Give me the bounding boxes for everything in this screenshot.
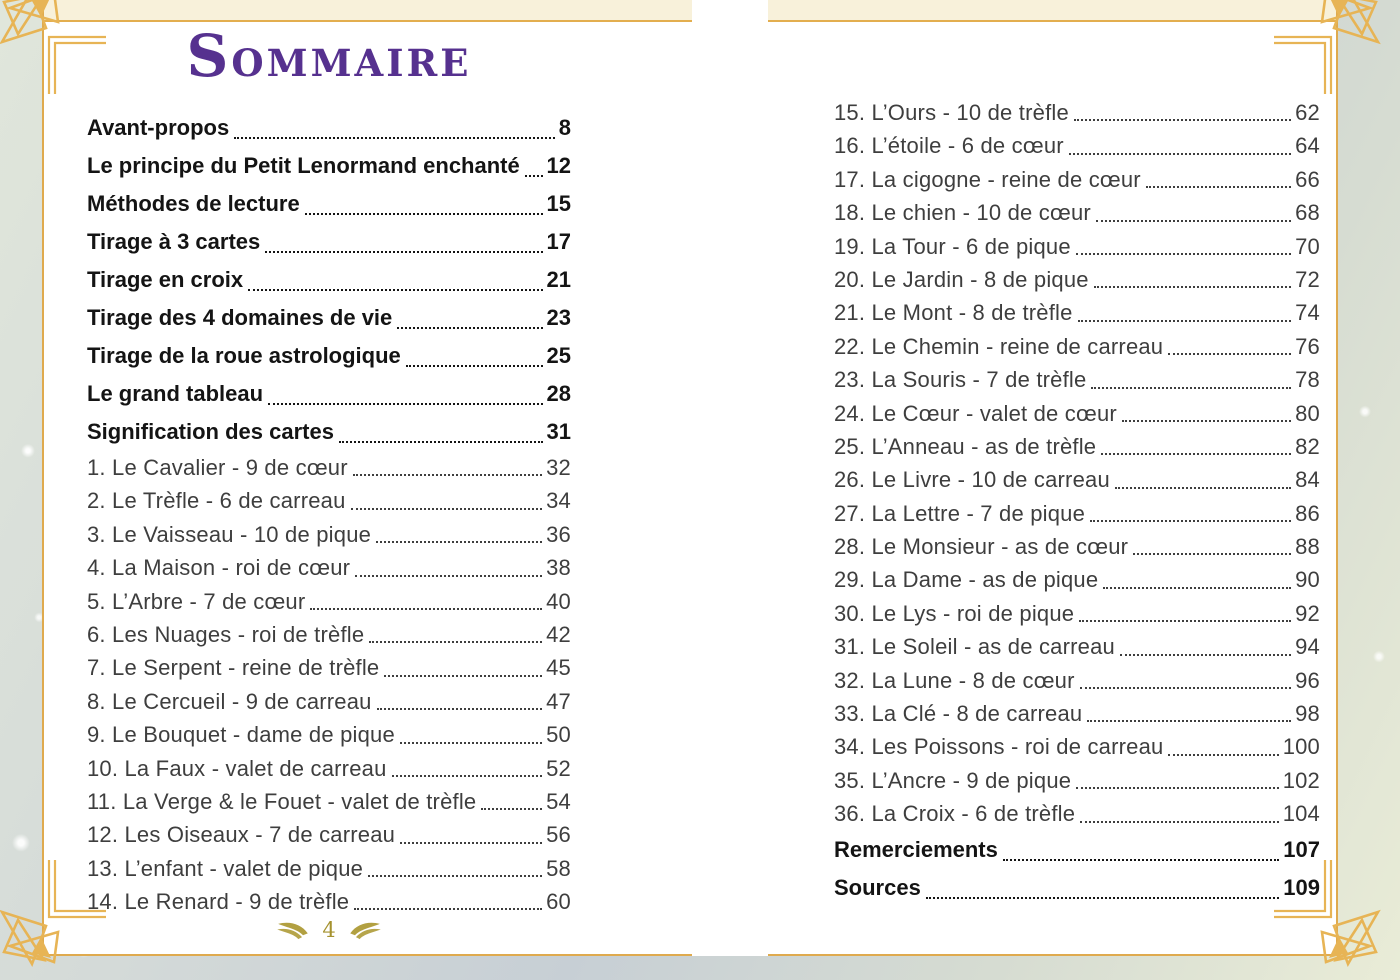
- toc-entry-label: Tirage de la roue astrologique: [87, 343, 401, 368]
- right-page-content: [834, 96, 1320, 907]
- toc-entry-page: 86: [1295, 500, 1320, 526]
- toc-entry: [834, 230, 1320, 263]
- toc-entry-page: 80: [1295, 400, 1320, 426]
- dot-leader: [1103, 587, 1291, 589]
- toc-entry-page: 64: [1295, 133, 1320, 159]
- toc-entry-label: 24. Le Cœur - valet de cœur: [834, 400, 1117, 426]
- toc-entry: [834, 263, 1320, 296]
- toc-entry: [834, 664, 1320, 697]
- toc-list-left: [87, 109, 571, 918]
- toc-entry-label: 16. L’étoile - 6 de cœur: [834, 133, 1064, 159]
- toc-entry-page: 92: [1295, 600, 1320, 626]
- toc-entry-page: 42: [546, 621, 571, 647]
- toc-entry-label: 11. La Verge & le Fouet - valet de trèfle: [87, 788, 477, 814]
- toc-entry-page: 72: [1295, 266, 1320, 292]
- toc-entry-page: 23: [546, 305, 571, 330]
- toc-entry-page: 31: [546, 419, 571, 444]
- toc-entry-page: 84: [1295, 467, 1320, 493]
- toc-entry-label: 20. Le Jardin - 8 de pique: [834, 266, 1089, 292]
- dot-leader: [1087, 720, 1291, 722]
- toc-entry-page: 47: [546, 688, 571, 714]
- toc-entry-page: 68: [1295, 200, 1320, 226]
- toc-entry-label: 13. L’enfant - valet de pique: [87, 855, 364, 881]
- toc-entry-page: 66: [1295, 166, 1320, 192]
- toc-entry-page: 38: [546, 555, 571, 581]
- toc-entry-label: 4. La Maison - roi de cœur: [87, 555, 351, 581]
- toc-entry-label: 2. Le Trèfle - 6 de carreau: [87, 488, 346, 514]
- toc-entry-page: 21: [546, 267, 571, 292]
- toc-entry: [834, 430, 1320, 463]
- left-page-content: [87, 22, 571, 918]
- right-page: [768, 0, 1338, 956]
- dot-leader: [355, 575, 542, 577]
- toc-entry-label: 28. Le Monsieur - as de cœur: [834, 534, 1129, 560]
- toc-entry-page: 76: [1295, 333, 1320, 359]
- dot-leader: [1076, 787, 1279, 789]
- page-top-edge: [768, 0, 1336, 22]
- toc-entry-label: Le principe du Petit Lenormand enchanté: [87, 153, 520, 178]
- page-title: SOMMAIRE: [186, 22, 472, 90]
- dot-leader: [1080, 687, 1291, 689]
- toc-entry-page: 15: [546, 191, 571, 216]
- toc-entry-page: 74: [1295, 300, 1320, 326]
- dot-leader: [368, 875, 542, 877]
- toc-entry: [87, 451, 571, 484]
- toc-entry-page: 98: [1295, 701, 1320, 727]
- toc-entry-label: 31. Le Soleil - as de carreau: [834, 634, 1115, 660]
- folio-page-number: 4: [322, 918, 336, 942]
- dot-leader: [1168, 353, 1291, 355]
- toc-entry-label: Remerciements: [834, 836, 998, 862]
- toc-entry-page: 8: [558, 115, 571, 140]
- toc-entry-page: 58: [546, 855, 571, 881]
- toc-list-right: [834, 96, 1320, 907]
- toc-entry: [834, 463, 1320, 496]
- toc-entry-page: 54: [546, 788, 571, 814]
- dot-leader: [369, 641, 542, 643]
- toc-entry-page: 88: [1295, 534, 1320, 560]
- toc-entry-label: 15. L’Ours - 10 de trèfle: [834, 100, 1069, 125]
- toc-entry-label: 21. Le Mont - 8 de trèfle: [834, 300, 1073, 326]
- toc-entry: [87, 185, 571, 223]
- toc-entry-label: 7. Le Serpent - reine de trèfle: [87, 655, 380, 681]
- toc-entry-page: 82: [1295, 433, 1320, 459]
- toc-entry: [834, 296, 1320, 329]
- toc-entry: [834, 363, 1320, 396]
- toc-entry-label: Méthodes de lecture: [87, 191, 300, 216]
- toc-entry: [87, 484, 571, 517]
- toc-entry-page: 104: [1282, 801, 1320, 827]
- toc-entry-page: 94: [1295, 634, 1320, 660]
- toc-entry-page: 78: [1295, 367, 1320, 393]
- dot-leader: [1146, 186, 1291, 188]
- toc-entry-page: 34: [546, 488, 571, 514]
- toc-entry: [87, 551, 571, 584]
- toc-entry: [87, 375, 571, 413]
- toc-entry-page: 70: [1295, 233, 1320, 259]
- toc-entry: [87, 685, 571, 718]
- toc-entry-page: 25: [546, 343, 571, 368]
- toc-entry-label: Tirage des 4 domaines de vie: [87, 305, 393, 330]
- corner-ornament-icon: [1270, 856, 1382, 968]
- page-top-edge: [44, 0, 692, 22]
- toc-entry-page: 102: [1282, 767, 1320, 793]
- dot-leader: [351, 508, 543, 510]
- toc-entry-label: Le grand tableau: [87, 381, 264, 406]
- dot-leader: [392, 775, 543, 777]
- toc-entry-label: 10. La Faux - valet de carreau: [87, 755, 387, 781]
- dot-leader: [353, 474, 542, 476]
- toc-entry: [834, 530, 1320, 563]
- toc-entry-label: 22. Le Chemin - reine de carreau: [834, 333, 1164, 359]
- dot-leader: [268, 403, 542, 405]
- toc-entry-page: 12: [546, 153, 571, 178]
- dot-leader: [1090, 520, 1291, 522]
- dot-leader: [1096, 220, 1291, 222]
- leaf-flourish-icon: [276, 920, 309, 941]
- toc-entry: [87, 109, 571, 147]
- toc-entry: [834, 764, 1320, 797]
- dot-leader: [1115, 487, 1291, 489]
- dot-leader: [305, 213, 543, 215]
- dot-leader: [1168, 754, 1278, 756]
- corner-ornament-icon: [1270, 0, 1382, 98]
- dot-leader: [265, 251, 542, 253]
- dot-leader: [406, 365, 543, 367]
- page-footer: [87, 918, 571, 942]
- toc-entry: [87, 852, 571, 885]
- dot-leader: [377, 708, 543, 710]
- corner-ornament-icon: [0, 0, 110, 98]
- toc-entry: [87, 261, 571, 299]
- toc-entry-page: 60: [546, 889, 571, 915]
- toc-entry: [87, 651, 571, 684]
- toc-entry-label: 18. Le chien - 10 de cœur: [834, 200, 1091, 226]
- toc-entry-label: 5. L’Arbre - 7 de cœur: [87, 588, 306, 614]
- toc-entry-label: 29. La Dame - as de pique: [834, 567, 1099, 593]
- toc-entry: [834, 697, 1320, 730]
- toc-entry: [834, 497, 1320, 530]
- dot-leader: [1080, 821, 1278, 823]
- toc-entry-label: Tirage à 3 cartes: [87, 229, 261, 254]
- dot-leader: [310, 608, 542, 610]
- toc-entry: [87, 413, 571, 451]
- toc-entry-label: 23. La Souris - 7 de trèfle: [834, 367, 1087, 393]
- toc-entry: [87, 618, 571, 651]
- corner-ornament-icon: [0, 856, 110, 968]
- toc-entry-page: 100: [1282, 734, 1320, 760]
- dot-leader: [400, 842, 542, 844]
- toc-entry-label: 36. La Croix - 6 de trèfle: [834, 801, 1076, 827]
- dot-leader: [926, 897, 1279, 899]
- dot-leader: [248, 289, 542, 291]
- toc-entry-page: 17: [546, 229, 571, 254]
- toc-entry: [834, 330, 1320, 363]
- dot-leader: [400, 742, 542, 744]
- dot-leader: [525, 175, 543, 177]
- toc-entry-page: 45: [546, 655, 571, 681]
- left-page: [42, 0, 692, 956]
- toc-entry: [834, 730, 1320, 763]
- toc-entry-label: 19. La Tour - 6 de pique: [834, 233, 1071, 259]
- dot-leader: [1078, 320, 1292, 322]
- toc-entry: [834, 797, 1320, 830]
- toc-entry: [834, 630, 1320, 663]
- toc-entry: [87, 752, 571, 785]
- toc-entry-page: 32: [546, 455, 571, 480]
- toc-entry-page: 52: [546, 755, 571, 781]
- dot-leader: [234, 137, 555, 139]
- toc-entry: [834, 163, 1320, 196]
- toc-entry-page: 56: [546, 822, 571, 848]
- dot-leader: [1122, 420, 1291, 422]
- toc-entry-label: 8. Le Cercueil - 9 de carreau: [87, 688, 372, 714]
- toc-entry: [87, 518, 571, 551]
- toc-entry-label: 25. L’Anneau - as de trèfle: [834, 433, 1097, 459]
- toc-entry-page: 36: [546, 521, 571, 547]
- toc-entry: [87, 885, 571, 918]
- toc-entry-label: 30. Le Lys - roi de pique: [834, 600, 1075, 626]
- dot-leader: [1101, 453, 1291, 455]
- toc-entry: [87, 337, 571, 375]
- dot-leader: [354, 908, 542, 910]
- toc-entry-label: Sources: [834, 874, 921, 900]
- toc-entry-label: 9. Le Bouquet - dame de pique: [87, 722, 395, 748]
- toc-entry-page: 96: [1295, 667, 1320, 693]
- toc-entry-label: 3. Le Vaisseau - 10 de pique: [87, 521, 372, 547]
- toc-entry-label: 14. Le Renard - 9 de trèfle: [87, 889, 350, 915]
- toc-entry: [87, 223, 571, 261]
- toc-entry-label: Avant-propos: [87, 115, 230, 140]
- toc-entry-label: 6. Les Nuages - roi de trèfle: [87, 621, 365, 647]
- toc-entry-label: 33. La Clé - 8 de carreau: [834, 701, 1083, 727]
- toc-entry-page: 107: [1283, 836, 1320, 862]
- toc-entry-page: 62: [1295, 100, 1320, 125]
- dot-leader: [1076, 253, 1291, 255]
- toc-entry-page: 50: [546, 722, 571, 748]
- toc-entry-page: 28: [546, 381, 571, 406]
- toc-entry-label: 17. La cigogne - reine de cœur: [834, 166, 1141, 192]
- toc-entry: [87, 299, 571, 337]
- toc-entry: [87, 818, 571, 851]
- toc-entry-page: 90: [1295, 567, 1320, 593]
- dot-leader: [1133, 553, 1291, 555]
- dot-leader: [1003, 859, 1279, 861]
- toc-entry-label: 32. La Lune - 8 de cœur: [834, 667, 1075, 693]
- toc-entry: [87, 785, 571, 818]
- dot-leader: [397, 327, 542, 329]
- dot-leader: [1091, 387, 1291, 389]
- dot-leader: [339, 441, 543, 443]
- toc-entry-page: 40: [546, 588, 571, 614]
- toc-entry-label: 27. La Lettre - 7 de pique: [834, 500, 1086, 526]
- dot-leader: [1094, 286, 1291, 288]
- dot-leader: [1079, 620, 1291, 622]
- toc-entry: [834, 869, 1320, 907]
- toc-entry: [834, 831, 1320, 869]
- toc-entry: [87, 718, 571, 751]
- toc-entry-label: 26. Le Livre - 10 de carreau: [834, 467, 1110, 493]
- toc-entry: [87, 147, 571, 185]
- toc-entry: [834, 563, 1320, 596]
- toc-entry-label: Tirage en croix: [87, 267, 244, 292]
- book-gutter: [692, 0, 768, 956]
- dot-leader: [481, 808, 542, 810]
- toc-entry: [834, 196, 1320, 229]
- toc-entry-label: 35. L’Ancre - 9 de pique: [834, 767, 1072, 793]
- toc-entry: [834, 96, 1320, 129]
- toc-entry: [87, 585, 571, 618]
- toc-entry-label: 1. Le Cavalier - 9 de cœur: [87, 455, 348, 480]
- toc-entry: [834, 397, 1320, 430]
- toc-entry-label: Signification des cartes: [87, 419, 334, 444]
- dot-leader: [376, 541, 542, 543]
- dot-leader: [1120, 654, 1291, 656]
- toc-entry-label: 12. Les Oiseaux - 7 de carreau: [87, 822, 396, 848]
- dot-leader: [384, 675, 542, 677]
- toc-entry: [834, 597, 1320, 630]
- dot-leader: [1069, 153, 1291, 155]
- toc-entry: [834, 129, 1320, 162]
- leaf-flourish-icon: [349, 920, 382, 941]
- toc-entry-label: 34. Les Poissons - roi de carreau: [834, 734, 1164, 760]
- toc-entry-page: 109: [1283, 874, 1320, 900]
- dot-leader: [1074, 119, 1291, 121]
